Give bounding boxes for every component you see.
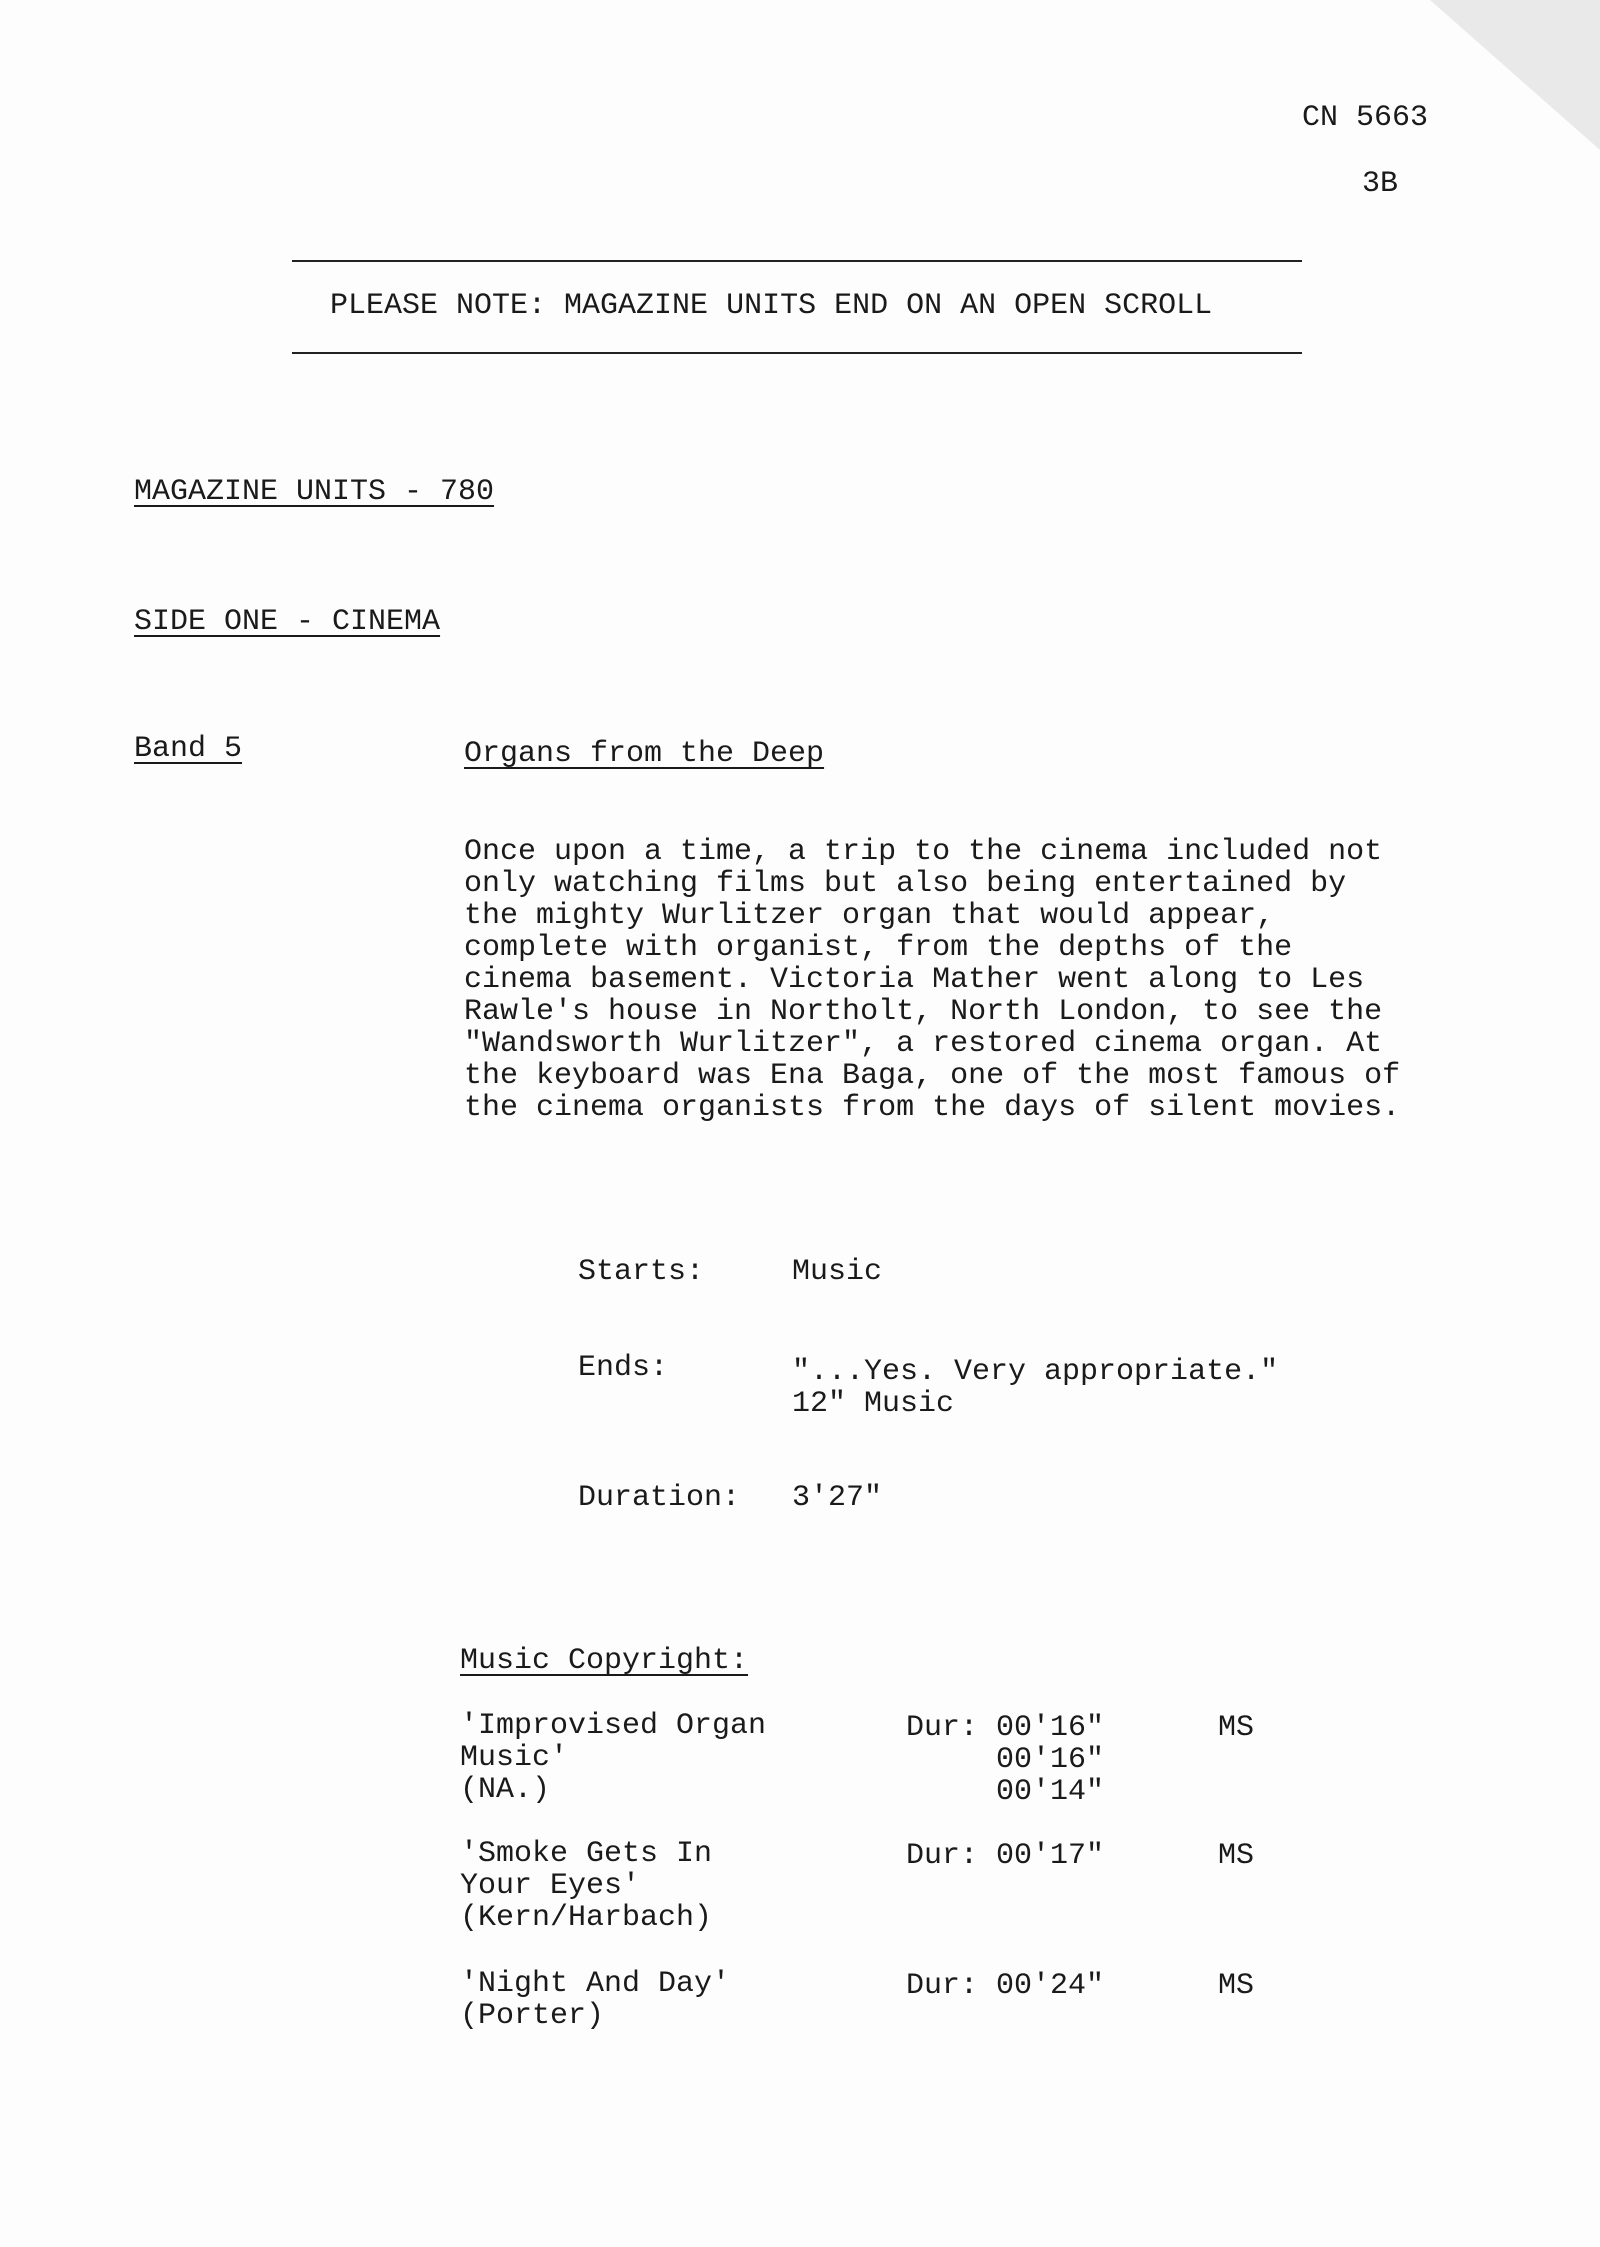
- band-description: [464, 836, 1464, 1124]
- copyright-entry-title: [460, 1710, 766, 1806]
- note-rule-bottom: [292, 352, 1302, 354]
- entry-title-line: 'Night And Day': [460, 1967, 731, 2001]
- description-line: only watching films but also being entertained by: [464, 867, 1347, 901]
- description-line: the mighty Wurlitzer organ that would appear,: [464, 899, 1275, 933]
- ends-label: Ends:: [578, 1351, 669, 1385]
- copyright-entry-code: MS: [1218, 1839, 1255, 1873]
- description-line: cinema basement. Victoria Mather went along to Les: [464, 963, 1365, 997]
- description-line: the keyboard was Ena Baga, one of the most famous of: [464, 1059, 1401, 1093]
- band-title: Organs from the Deep: [464, 737, 825, 771]
- copyright-entry-title: [460, 1968, 730, 2032]
- ends-cue: "...Yes. Very appropriate.": [792, 1355, 1279, 1389]
- entry-duration: Dur: 00'16": [906, 1711, 1105, 1745]
- entry-title-line: 'Improvised Organ: [460, 1709, 767, 1743]
- description-line: the cinema organists from the days of silent movies.: [464, 1091, 1401, 1125]
- entry-title-line: (Kern/Harbach): [460, 1901, 713, 1935]
- sheet-number: 3B: [1362, 167, 1399, 201]
- duration-label: Duration:: [578, 1481, 741, 1515]
- entry-duration: Dur: 00'24": [906, 1969, 1105, 2003]
- starts-label: Starts:: [578, 1255, 705, 1289]
- document-reference: CN 5663: [1302, 101, 1429, 135]
- ends-music: 12" Music: [792, 1387, 955, 1421]
- page-corner-fold: [1430, 0, 1600, 150]
- ends-value: [792, 1356, 1278, 1420]
- copyright-entry-code: MS: [1218, 1711, 1255, 1745]
- side-heading: SIDE ONE - CINEMA: [134, 605, 441, 639]
- band-label: Band 5: [134, 732, 243, 766]
- description-line: Once upon a time, a trip to the cinema included not: [464, 835, 1383, 869]
- entry-title-line: Your Eyes': [460, 1869, 641, 1903]
- note-rule-top: [292, 260, 1302, 262]
- magazine-units-heading: MAGAZINE UNITS - 780: [134, 475, 495, 509]
- starts-value: Music: [792, 1255, 883, 1289]
- music-copyright-heading: Music Copyright:: [460, 1644, 749, 1678]
- copyright-entry-code: MS: [1218, 1969, 1255, 2003]
- entry-duration: Dur: 00'17": [906, 1839, 1105, 1873]
- entry-title-line: 'Smoke Gets In: [460, 1837, 713, 1871]
- entry-title-line: (NA.): [460, 1773, 551, 1807]
- copyright-entry-title: [460, 1838, 712, 1934]
- copyright-entry-durations: [906, 1712, 1104, 1808]
- entry-duration: 00'14": [996, 1775, 1105, 1809]
- entry-title-line: (Porter): [460, 1999, 605, 2033]
- copyright-entry-durations: [906, 1840, 1104, 1872]
- description-line: "Wandsworth Wurlitzer", a restored cinema organ. At: [464, 1027, 1383, 1061]
- description-line: Rawle's house in Northolt, North London, to see the: [464, 995, 1383, 1029]
- open-scroll-note: PLEASE NOTE: MAGAZINE UNITS END ON AN OPEN SCROLL: [330, 289, 1213, 323]
- copyright-entry-durations: [906, 1970, 1104, 2002]
- entry-title-line: Music': [460, 1741, 569, 1775]
- description-line: complete with organist, from the depths of the: [464, 931, 1293, 965]
- duration-value: 3'27": [792, 1481, 883, 1515]
- entry-duration: 00'16": [996, 1743, 1105, 1777]
